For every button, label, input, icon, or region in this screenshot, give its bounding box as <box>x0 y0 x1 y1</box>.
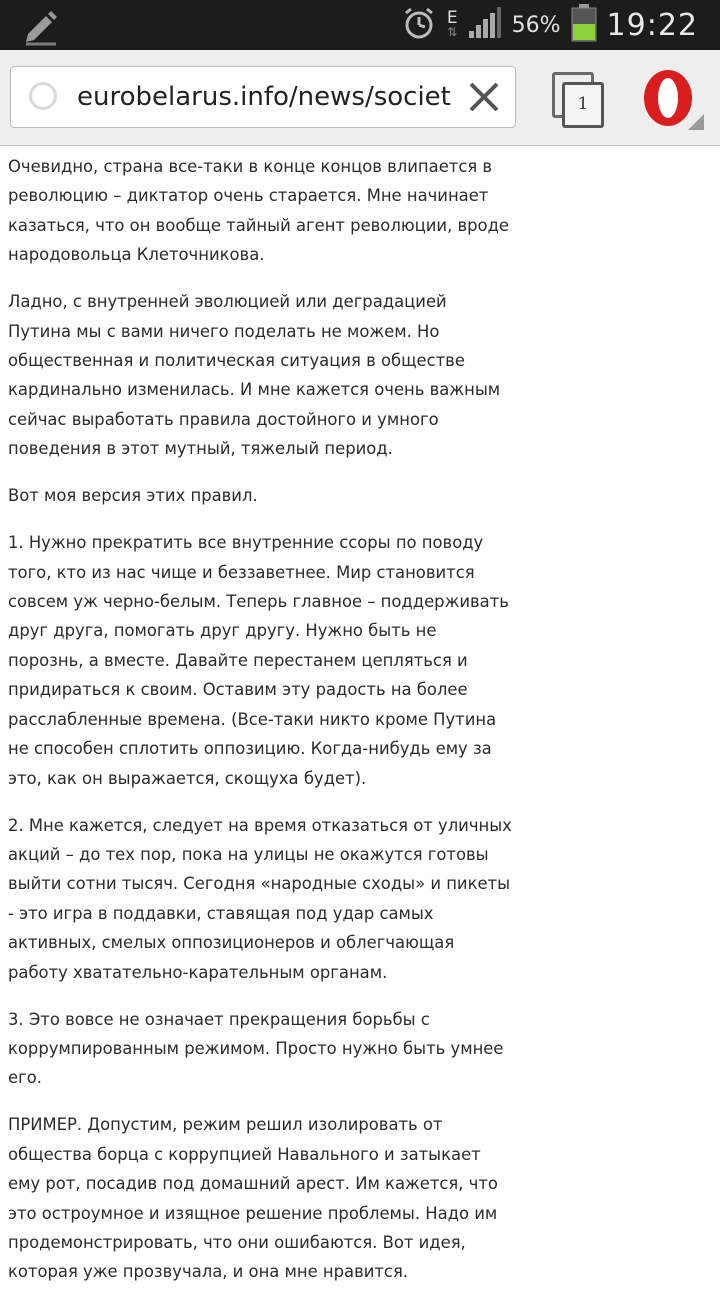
loading-spinner-icon <box>29 82 57 110</box>
article-body <box>8 152 514 1304</box>
data-transfer-icon: ⇅ <box>447 25 458 39</box>
article-paragraph: Ладно, с внутренней эволюцией или деградацией Путина мы с вами ничего поделать не можем. Но общественная и политическая ситуация в обществе кардинально изменилась. И мне кажется очень важным сейчас выработать правила достойного и умного поведения в этот мутный, тяжелый период. <box>8 292 501 459</box>
alarm-icon <box>401 5 437 45</box>
address-bar[interactable] <box>10 66 516 128</box>
article-paragraph: 3. Это вовсе не означает прекращения борьбы с коррумпированным режимом. Просто нужно быть умнее его. <box>8 1009 504 1088</box>
network-type-icon <box>446 8 458 39</box>
browser-toolbar <box>0 50 720 146</box>
article-paragraph: 1. Нужно прекратить все внутренние ссоры по поводу того, кто из нас чище и беззаветнее. Мир становится совсем уж черно-белым. Теперь главное – поддерживать друг друга, помогать друг другу. Нужно быть не порознь, а вместе. Давайте перестанем цепляться и придираться к своим. Оставим эту радость на более расслабленные времена. (Все-таки никто кроме Путина не способен сплотить оппозицию. Когда-нибудь ему за это, как он выражается, скощуха будет). <box>8 533 509 788</box>
opera-logo-icon <box>640 68 704 132</box>
pencil-icon <box>20 6 60 46</box>
tabs-button[interactable] <box>552 72 600 124</box>
article-paragraph: Вот моя версия этих правил. <box>8 486 258 506</box>
status-bar <box>0 0 720 50</box>
article-paragraph: 2. Мне кажется, следует на время отказаться от уличных акций – до тех пор, пока на улицы не окажутся готовы выйти сотни тысяч. Сегодня «народные сходы» и пикеты - это игра в поддавки, ставящая под удар самых активных, смелых оппозиционеров и облегчающая работу хватательно-карательным органам. <box>8 815 512 982</box>
battery-icon <box>571 4 597 46</box>
article-paragraph: Очевидно, страна все-таки в конце концов влипается в революцию – диктатор очень старается. Мне начинает казаться, что он вообще тайный агент революции, вроде народовольца Клеточникова. <box>8 157 510 265</box>
signal-icon <box>468 7 502 43</box>
network-label: E <box>446 8 458 28</box>
opera-menu-button[interactable] <box>640 68 704 132</box>
tab-count: 1 <box>562 82 604 128</box>
clock: 19:22 <box>606 7 698 43</box>
url-text[interactable]: eurobelarus.info/news/societ <box>77 82 451 112</box>
close-icon[interactable] <box>467 80 501 114</box>
battery-percent: 56% <box>511 12 561 38</box>
article-paragraph: ПРИМЕР. Допустим, режим решил изолировать от общества борца с коррупцией Навального и затыкает ему рот, посадив под домашний арест. Им кажется, что это остроумное и изящное решение проблемы. Надо им продемонстрировать, что они ошибаются. Вот идея, которая уже прозвучала, и она мне нравится. <box>8 1115 498 1282</box>
